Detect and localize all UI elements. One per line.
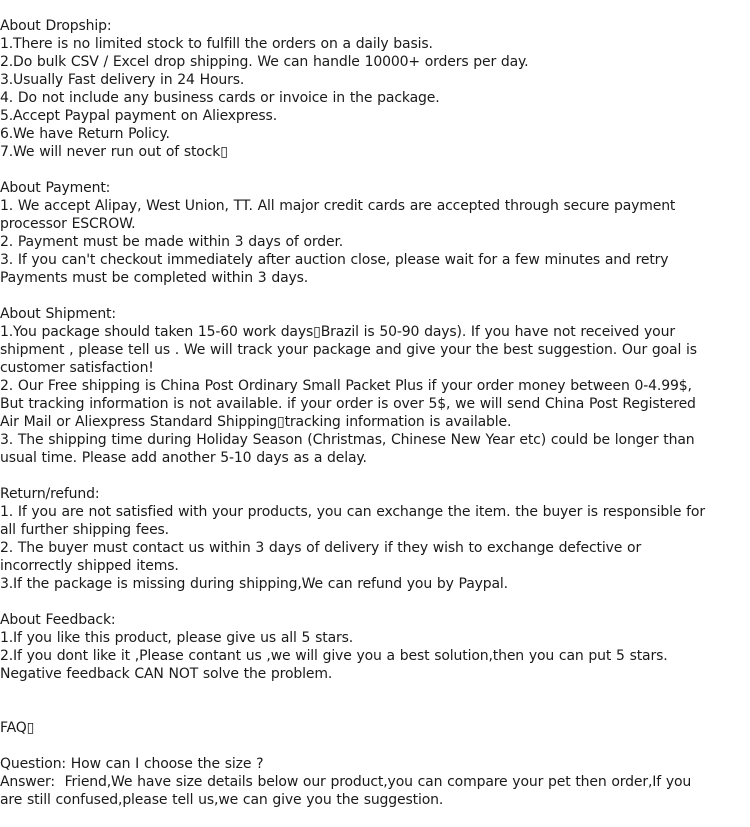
payment-line: Payments must be completed within 3 days. — [0, 270, 309, 286]
payment-line: 3. If you can't checkout immediately after auction close, please wait for a few minutes and retry — [0, 252, 669, 268]
faq-answer: Answer: Friend,We have size details below our product,you can compare your pet then order,If you — [0, 774, 692, 790]
spacer — [0, 593, 748, 611]
refund-line: all further shipping fees. — [0, 522, 169, 538]
faq-answer: are still confused,please tell us,we can give you the suggestion. — [0, 792, 444, 808]
feedback-heading: About Feedback: — [0, 612, 116, 628]
shipment-line: But tracking information is not available. if your order is over 5$, we will send China Post Registered — [0, 396, 696, 412]
dropship-item: 2.Do bulk CSV / Excel drop shipping. We can handle 10000+ orders per day. — [0, 54, 529, 70]
spacer — [0, 737, 748, 755]
dropship-section — [0, 17, 748, 161]
dropship-item: 1.There is no limited stock to fulfill the orders on a daily basis. — [0, 36, 433, 52]
refund-line: 1. If you are not satisfied with your products, you can exchange the item. the buyer is responsible for — [0, 504, 705, 520]
shipment-line: shipment , please tell us . We will track your package and give your the best suggestion. Our goal is — [0, 342, 697, 358]
payment-section — [0, 179, 748, 287]
dropship-item: 4. Do not include any business cards or invoice in the package. — [0, 90, 440, 106]
refund-line: 2. The buyer must contact us within 3 days of delivery if they wish to exchange defective or — [0, 540, 642, 556]
spacer — [0, 161, 748, 179]
refund-line: 3.If the package is missing during shipping,We can refund you by Paypal. — [0, 576, 508, 592]
spacer — [0, 683, 748, 701]
shipment-line: Air Mail or Aliexpress Standard Shipping▯tracking information is available. — [0, 414, 512, 430]
spacer — [0, 701, 748, 719]
dropship-heading: About Dropship: — [0, 18, 112, 34]
refund-heading: Return/refund: — [0, 486, 100, 502]
payment-line: 1. We accept Alipay, West Union, TT. All major credit cards are accepted through secure payment — [0, 198, 676, 214]
shipment-line: usual time. Please add another 5-10 days as a delay. — [0, 450, 367, 466]
dropship-item: 3.Usually Fast delivery in 24 Hours. — [0, 72, 245, 88]
dropship-item: 7.We will never run out of stock▯ — [0, 144, 228, 160]
shipment-section — [0, 305, 748, 467]
shipment-line: 2. Our Free shipping is China Post Ordinary Small Packet Plus if your order money between 0-4.99$, — [0, 378, 692, 394]
feedback-section — [0, 611, 748, 683]
dropship-item: 5.Accept Paypal payment on Aliexpress. — [0, 108, 278, 124]
shipment-heading: About Shipment: — [0, 306, 116, 322]
shipment-line: 3. The shipping time during Holiday Season (Christmas, Chinese New Year etc) could be longer than — [0, 432, 695, 448]
refund-line: incorrectly shipped items. — [0, 558, 179, 574]
refund-section — [0, 485, 748, 593]
spacer — [0, 287, 748, 305]
feedback-line: 2.If you dont like it ,Please contant us ,we will give you a best solution,then you can put 5 stars. — [0, 648, 668, 664]
feedback-line: Negative feedback CAN NOT solve the problem. — [0, 666, 333, 682]
payment-line: processor ESCROW. — [0, 216, 136, 232]
policy-document — [0, 17, 748, 809]
feedback-line: 1.If you like this product, please give us all 5 stars. — [0, 630, 354, 646]
faq-question: Question: How can I choose the size ? — [0, 756, 264, 772]
spacer — [0, 467, 748, 485]
faq-section — [0, 719, 748, 809]
shipment-line: customer satisfaction! — [0, 360, 154, 376]
payment-heading: About Payment: — [0, 180, 111, 196]
faq-heading: FAQ▯ — [0, 720, 35, 736]
payment-line: 2. Payment must be made within 3 days of order. — [0, 234, 344, 250]
shipment-line: 1.You package should taken 15-60 work days▯Brazil is 50-90 days). If you have not received your — [0, 324, 675, 340]
dropship-item: 6.We have Return Policy. — [0, 126, 170, 142]
